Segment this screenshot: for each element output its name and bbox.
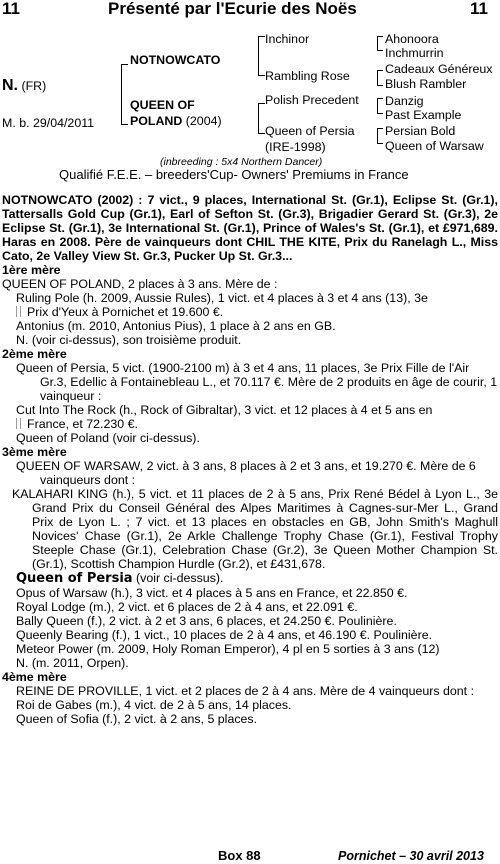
pedigree-ggp-4: Blush Rambler <box>385 77 467 91</box>
second-dam-produce-cont <box>2 417 498 431</box>
produce-text: France, et 72.230 €. <box>27 417 138 431</box>
separator-bar <box>16 418 21 429</box>
pedigree-dam-line2 <box>130 114 222 128</box>
pedigree-granddam-1: Rambling Rose <box>265 69 350 83</box>
pedigree-dam-year: (2004) <box>185 114 222 128</box>
pedigree-bracket-dam <box>258 103 265 134</box>
qualification: Qualifié F.E.E. – breeders'Cup- Owners' Premiums in France <box>59 167 409 182</box>
third-dam-line: QUEEN OF WARSAW, 2 vict. à 3 ans, 8 places à 2 et 3 ans, et 19.270 €. Mère de 6 vainqueurs dont : <box>16 459 476 487</box>
third-dam-produce-cont: N. (m. 2011, Orpen). <box>16 656 129 670</box>
second-dam-produce: Cut Into The Rock (h., Rock of Gibraltar), 3 vict. et 12 places à 4 et 5 ans en <box>16 403 433 417</box>
fourth-dam-line: REINE DE PROVILLE, 1 vict. et 2 places de 2 à 4 ans. Mère de 4 vainqueurs dont : <box>16 684 475 698</box>
pedigree-bracket-gs2 <box>377 70 383 86</box>
fourth-dam-produce: Queen of Sofia (f.), 2 vict. à 2 ans, 5 places. <box>16 712 258 726</box>
pedigree-granddam-2-origin: (IRE-1998) <box>265 140 326 154</box>
box-number: Box 88 <box>218 848 261 863</box>
first-dam-heading: 1ère mère <box>2 263 61 277</box>
third-dam-produce <box>2 571 498 586</box>
pedigree-ggp-6: Past Example <box>385 108 462 122</box>
horse-name: N. <box>2 77 18 94</box>
lot-number-left: 11 <box>2 0 20 18</box>
pedigree-grandsire-2: Polish Precedent <box>265 93 359 107</box>
pedigree-bracket-gs1 <box>377 36 383 51</box>
horse-sex-birth: M. b. 29/04/2011 <box>2 116 95 130</box>
horse-identity <box>2 79 46 93</box>
separator-bar <box>16 306 21 317</box>
third-dam-produce: Opus of Warsaw (h.), 3 vict. et 4 places à 5 ans en France, et 22.850 €. <box>16 586 408 600</box>
first-dam-produce: N. (voir ci-dessus), son troisième produit. <box>16 333 242 347</box>
pedigree-ggp-2: Inchmurrin <box>385 46 444 60</box>
third-dam-produce-kalahari-king: KALAHARI KING (h.), 5 vict. et 11 places de 2 à 5 ans, Prix René Bédel à Lyon L., 3e Grand Prix du Conseil Général des Alpes Maritimes à Cagnes-sur-Mer L., Grand Prix de Lyon L. ; 7 vict. et 13 places en obstacles en GB, John Smith's Maghull Novices' Chase (Gr.1), 2e Arkle Challenge Trophy Chase (Gr.1), Festival Trophy Steeple Chase (Gr.1), Celebration Chase (Gr.2), 3e Queen Mother Champion St. (Gr.1), Scottish Champion Hurdle (Gr.2), et £431,678. <box>12 487 498 571</box>
produce-text: (voir ci-dessus). <box>136 571 224 585</box>
second-dam-produce: Queen of Poland (voir ci-dessus). <box>16 431 200 445</box>
third-dam-produce: Bally Queen (f.), 2 vict. à 2 et 3 ans, 6 places, et 24.250 €. Poulinière. <box>16 614 397 628</box>
pedigree-ggp-3: Cadeaux Généreux <box>385 62 493 76</box>
first-dam-produce: Ruling Pole (h. 2009, Aussie Rules), 1 vict. et 4 places à 3 et 4 ans (13), 3e <box>16 291 428 305</box>
pedigree-sire: NOTNOWCATO <box>130 53 221 67</box>
produce-name: Queen of Persia <box>16 571 133 586</box>
pedigree-bracket-sire <box>258 36 265 76</box>
pedigree-dam-name: POLAND <box>130 114 183 128</box>
third-dam-produce: Royal Lodge (m.), 2 vict. et 6 places de 2 à 4 ans, et 22.091 €. <box>16 600 358 614</box>
first-dam-line: QUEEN OF POLAND, 2 places à 3 ans. Mère de : <box>2 277 278 291</box>
inbreeding-note: (inbreeding : 5x4 Northern Dancer) <box>160 156 323 168</box>
third-dam-produce: Queenly Bearing (f.), 1 vict., 10 places de 2 à 4 ans, et 46.190 €. Poulinière. <box>16 628 433 642</box>
page-title: Présenté par l'Ecurie des Noës <box>108 0 357 18</box>
lot-number-right: 11 <box>470 0 488 18</box>
third-dam-produce: Meteor Power (m. 2009, Holy Roman Emperor), 4 pl en 5 sorties à 3 ans (12) <box>16 642 440 656</box>
pedigree-dam-line1: QUEEN OF <box>130 98 195 112</box>
pedigree-bracket-gs3 <box>377 98 383 114</box>
pedigree-content <box>2 193 498 726</box>
second-dam-heading: 2ème mère <box>2 347 67 361</box>
place-date: Pornichet – 30 avril 2013 <box>338 849 484 863</box>
second-dam-line: Queen of Persia, 5 vict. (1900-2100 m) à 3 et 4 ans, 11 places, 3e Prix Fille de l'Air Gr.3, Edellic à Fontainebleau L., et 70.117 €. Mère de 2 produits en âge de courir, 1 vainqueur : <box>16 361 498 403</box>
pedigree-ggp-8: Queen of Warsaw <box>385 139 484 153</box>
third-dam-heading: 3ème mère <box>2 445 67 459</box>
pedigree-bracket-main <box>121 64 128 125</box>
pedigree-ggp-1: Ahonoora <box>385 32 439 46</box>
pedigree-granddam-2: Queen of Persia <box>265 124 355 138</box>
sire-description: NOTNOWCATO (2002) : 7 vict., 9 places, International St. (Gr.1), Eclipse St. (Gr.1), Tattersalls Gold Cup (Gr.1), Earl of Sefton St. (Gr.3), Brigadier Gerard St. (Gr.3), 2e Eclipse St. (Gr.1), 3e International St. (Gr.1), Prince of Wales's St. (Gr.1), et £971,689. Haras en 2008. Père de vainqueurs dont CHIL THE KITE, Prix du Ranelagh L., Miss Cato, 2e Valley View St. Gr.3, Pucker Up St. Gr.3... <box>2 193 498 263</box>
pedigree-ggp-5: Danzig <box>385 94 424 108</box>
fourth-dam-produce: Roi de Gabes (m.), 4 vict. de 2 à 5 ans, 14 places. <box>16 698 292 712</box>
pedigree-bracket-gs4 <box>377 128 383 144</box>
first-dam-produce: Antonius (m. 2010, Antonius Pius), 1 place à 2 ans en GB. <box>16 319 336 333</box>
horse-origin: (FR) <box>21 79 47 93</box>
first-dam-produce-cont <box>2 305 498 319</box>
pedigree-grandsire-1: Inchinor <box>265 32 310 46</box>
produce-text: Prix d'Yeux à Pornichet et 19.600 €. <box>27 305 224 319</box>
fourth-dam-heading: 4ème mère <box>2 670 67 684</box>
pedigree-ggp-7: Persian Bold <box>385 124 456 138</box>
